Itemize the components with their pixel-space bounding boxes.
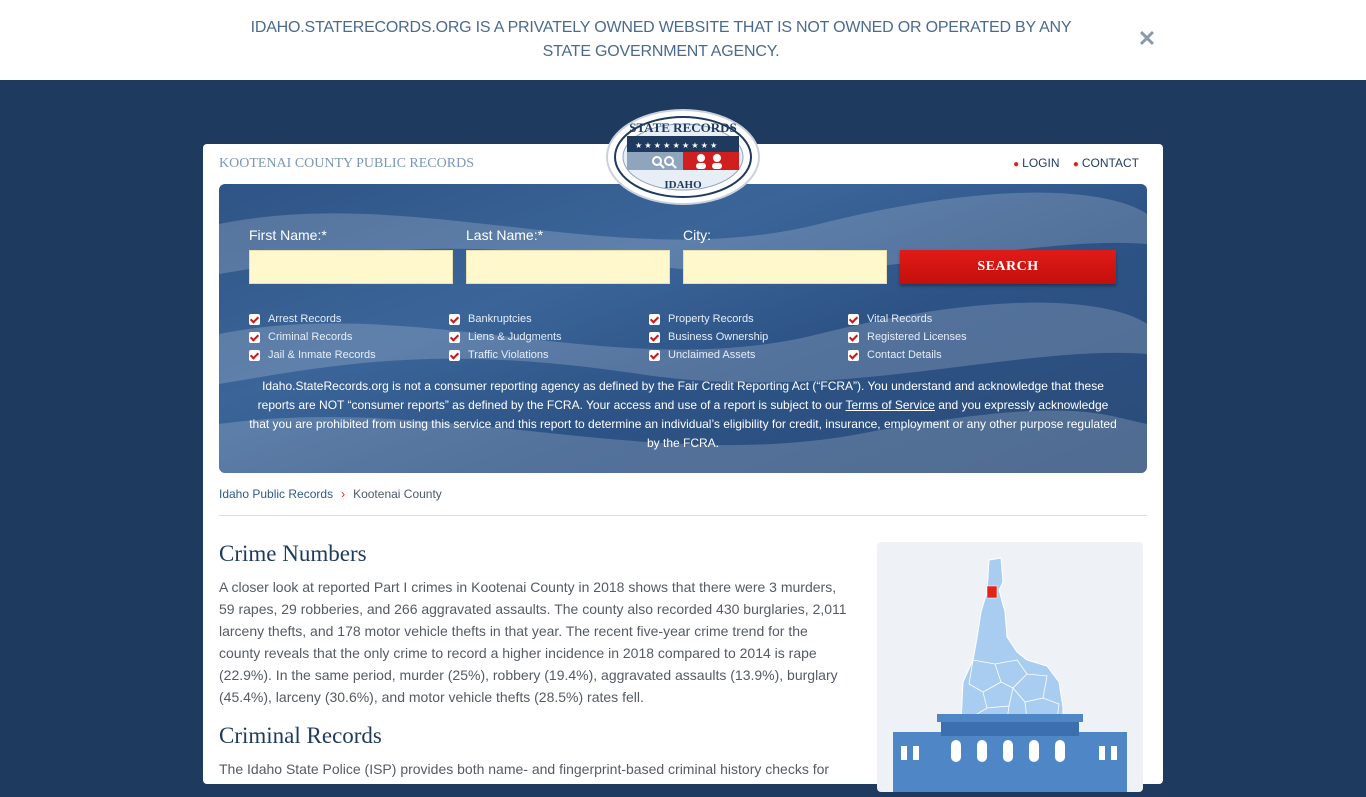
checkbox-jail-inmate-records[interactable]	[249, 346, 376, 364]
criminal-records-text: The Idaho State Police (ISP) provides both name- and fingerprint-based criminal history checks for	[219, 761, 830, 777]
checkbox-label: Arrest Records	[268, 313, 342, 325]
login-label: LOGIN	[1022, 156, 1060, 170]
checkbox-checked-icon	[649, 350, 660, 361]
close-icon[interactable]: ✕	[1137, 26, 1157, 51]
checkbox-label: Contact Details	[867, 349, 942, 361]
idaho-map-illustration	[877, 542, 1143, 792]
checkbox-checked-icon	[649, 314, 660, 325]
checkbox-criminal-records[interactable]	[249, 328, 376, 346]
checkbox-column-4	[848, 310, 967, 364]
search-panel	[219, 184, 1147, 473]
checkbox-business-ownership[interactable]	[649, 328, 768, 346]
checkbox-label: Registered Licenses	[867, 331, 967, 343]
checkbox-column-2	[449, 310, 562, 364]
checkbox-column-3	[649, 310, 768, 364]
top-nav	[1003, 156, 1139, 170]
contact-label: CONTACT	[1081, 156, 1139, 170]
city-input[interactable]	[683, 250, 887, 284]
checkbox-property-records[interactable]	[649, 310, 768, 328]
checkbox-checked-icon	[449, 314, 460, 325]
checkbox-checked-icon	[249, 314, 260, 325]
checkbox-arrest-records[interactable]	[249, 310, 376, 328]
disclaimer-text: IDAHO.STATERECORDS.ORG IS A PRIVATELY OWNED WEBSITE THAT IS NOT OWNED OR OPERATED BY ANY STATE GOVERNMENT AGENCY.	[250, 19, 1072, 60]
idaho-state-map	[961, 558, 1063, 722]
breadcrumb-home-link[interactable]: Idaho Public Records	[219, 487, 334, 501]
last-name-label: Last Name:*	[466, 227, 544, 243]
bullet-icon: ●	[1013, 159, 1020, 170]
svg-text:★ ★ ★ ★ ★ ★ ★ ★ ★: ★ ★ ★ ★ ★ ★ ★ ★ ★	[635, 141, 718, 150]
checkbox-label: Criminal Records	[268, 331, 353, 343]
checkbox-checked-icon	[449, 350, 460, 361]
chevron-right-icon: ›	[341, 487, 346, 501]
checkbox-column-1	[249, 310, 376, 364]
bullet-icon: ●	[1072, 159, 1079, 170]
checkbox-checked-icon	[249, 350, 260, 361]
state-records-logo[interactable]	[605, 108, 761, 206]
main-card	[203, 144, 1163, 784]
disclaimer-banner	[0, 0, 1366, 80]
checkbox-label: Business Ownership	[668, 331, 769, 343]
criminal-records-heading: Criminal Records	[219, 723, 382, 748]
divider	[219, 515, 1147, 516]
checkbox-label: Unclaimed Assets	[668, 349, 756, 361]
crime-numbers-heading: Crime Numbers	[219, 541, 367, 566]
checkbox-checked-icon	[449, 332, 460, 343]
checkbox-checked-icon	[649, 332, 660, 343]
checkbox-label: Jail & Inmate Records	[268, 349, 376, 361]
last-name-input[interactable]	[466, 250, 670, 284]
checkbox-contact-details[interactable]	[848, 346, 967, 364]
checkbox-label: Bankruptcies	[468, 313, 532, 325]
breadcrumb-current: Kootenai County	[353, 487, 442, 501]
checkbox-label: Property Records	[668, 313, 754, 325]
checkbox-label: Vital Records	[867, 313, 933, 325]
checkbox-registered-licenses[interactable]	[848, 328, 967, 346]
checkbox-bankruptcies[interactable]	[449, 310, 562, 328]
logo-bottom-text: IDAHO	[664, 179, 702, 191]
breadcrumb	[219, 487, 442, 501]
terms-of-service-link[interactable]: Terms of Service	[845, 398, 935, 412]
checkbox-label: Liens & Judgments	[468, 331, 562, 343]
contact-link[interactable]	[1073, 156, 1139, 170]
checkbox-checked-icon	[848, 332, 859, 343]
logo-emblem	[605, 108, 761, 206]
first-name-label: First Name:*	[249, 227, 327, 243]
fcra-disclaimer	[247, 377, 1119, 453]
crime-numbers-text: A closer look at reported Part I crimes in Kootenai County in 2018 shows that there were 3 murders, 59 rapes, 29 robberies, and 266 aggravated assaults. The county also recorded 430 burglaries, 2,011 larceny thefts, and 178 motor vehicle thefts in that year. The recent five-year crime trend for the county reveals that the only crime to record a higher incidence in 2018 compared to 2014 is rape (22.9%). In the same period, murder (25%), robbery (19.4%), aggravated assaults (13.9%), burglary (45.4%), larceny (30.6%), and motor vehicle thefts (28.5%) rates fell.	[219, 579, 847, 705]
login-link[interactable]	[1013, 156, 1059, 170]
logo-top-text: STATE RECORDS	[629, 120, 737, 135]
checkbox-checked-icon	[848, 314, 859, 325]
checkbox-label: Traffic Violations	[468, 349, 549, 361]
checkbox-checked-icon	[249, 332, 260, 343]
fcra-text-1: Idaho.StateRecords.org is not a consumer reporting agency as defined by the Fair Credit Reporting Act (“FCRA”). You understand and acknowledge that these reports are NOT “consumer reports” as defined by the FCRA. Your access and use of a report is subject to our	[257, 379, 1104, 412]
checkbox-traffic-violations[interactable]	[449, 346, 562, 364]
checkbox-liens-judgments[interactable]	[449, 328, 562, 346]
checkbox-checked-icon	[848, 350, 859, 361]
fcra-text-2: and you expressly acknowledge that you are prohibited from using this service and this report to determine an individual’s eligibility for credit, insurance, employment or any other purpose regulated by the FCRA.	[249, 398, 1117, 450]
city-label: City:	[683, 227, 711, 243]
checkbox-unclaimed-assets[interactable]	[649, 346, 768, 364]
first-name-input[interactable]	[249, 250, 453, 284]
page-title: KOOTENAI COUNTY PUBLIC RECORDS	[219, 156, 474, 171]
checkbox-vital-records[interactable]	[848, 310, 967, 328]
county-map-card	[877, 542, 1143, 792]
search-button[interactable]: SEARCH	[900, 250, 1116, 284]
kootenai-county-highlight	[987, 586, 997, 598]
